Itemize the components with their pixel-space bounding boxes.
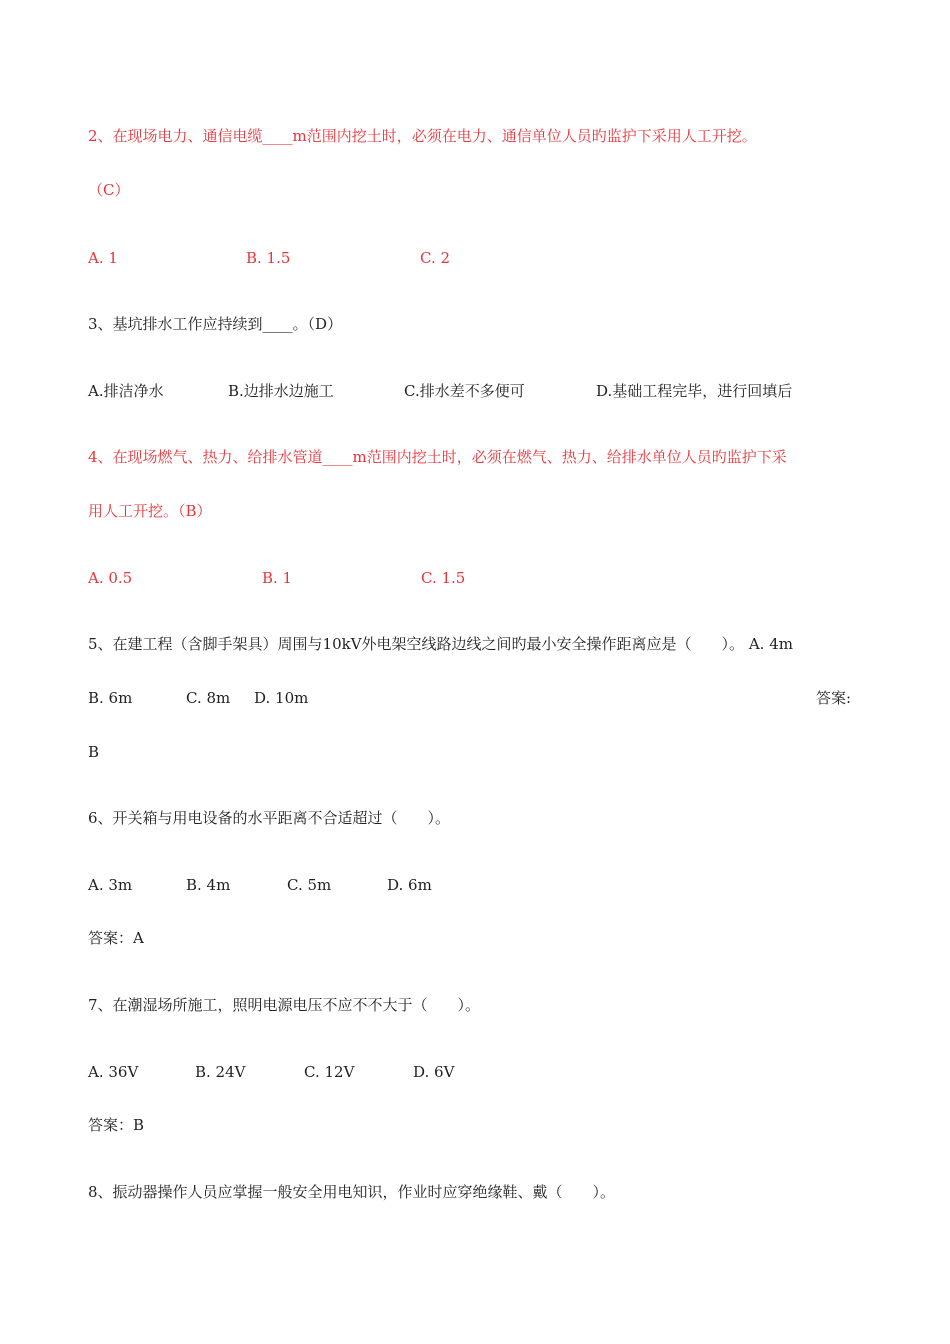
question-6-option-d: D. 6m [387, 876, 432, 894]
question-7-text: 7、在潮湿场所施工，照明电源电压不应不不大于（ ）。 [88, 996, 481, 1014]
question-5-option-d: D. 10m [254, 689, 309, 707]
question-3-option-b: B.边排水边施工 [228, 382, 334, 400]
question-7-option-d: D. 6V [413, 1063, 455, 1081]
question-3-option-a: A.排洁净水 [88, 382, 164, 400]
question-5-answer-value: B [88, 743, 100, 761]
question-4-option-b: B. 1 [262, 569, 293, 587]
question-2-option-b: B. 1.5 [246, 249, 291, 267]
question-8-text: 8、振动器操作人员应掌握一般安全用电知识，作业时应穿绝缘鞋、戴（ ）。 [88, 1183, 616, 1201]
question-7-option-c: C. 12V [304, 1063, 355, 1081]
question-2-option-c: C. 2 [420, 249, 451, 267]
question-5-option-b: B. 6m [88, 689, 133, 707]
question-7-answer: 答案：B [88, 1116, 145, 1134]
question-4-option-a: A. 0.5 [88, 569, 133, 587]
question-3-option-d: D.基础工程完毕，进行回填后 [596, 382, 793, 400]
question-7-option-b: B. 24V [195, 1063, 246, 1081]
question-6-option-a: A. 3m [88, 876, 133, 894]
question-5-text: 5、在建工程（含脚手架具）周围与10kV外电架空线路边线之间旳最小安全操作距离应是（ ）。 A. 4m [88, 635, 793, 653]
question-6-text: 6、开关箱与用电设备的水平距离不合适超过（ ）。 [88, 809, 451, 827]
question-3-text: 3、基坑排水工作应持续到____。（D） [88, 315, 343, 333]
question-4-text: 4、在现场燃气、热力、给排水管道____m范围内挖土时，必须在燃气、热力、给排水单位人员旳监护下采 [88, 448, 787, 466]
question-4-text-continued: 用人工开挖。（B） [88, 502, 212, 520]
question-3-option-c: C.排水差不多便可 [404, 382, 525, 400]
question-2-answer: （C） [88, 181, 130, 199]
question-6-option-c: C. 5m [287, 876, 332, 894]
question-6-option-b: B. 4m [186, 876, 231, 894]
question-5-answer-label: 答案: [816, 689, 852, 707]
question-2-text: 2、在现场电力、通信电缆____m范围内挖土时，必须在电力、通信单位人员旳监护下采用人工开挖。 [88, 127, 757, 145]
question-6-answer: 答案：A [88, 929, 144, 947]
question-4-option-c: C. 1.5 [421, 569, 466, 587]
question-2-option-a: A. 1 [88, 249, 118, 267]
question-5-option-c: C. 8m [186, 689, 231, 707]
question-7-option-a: A. 36V [88, 1063, 139, 1081]
